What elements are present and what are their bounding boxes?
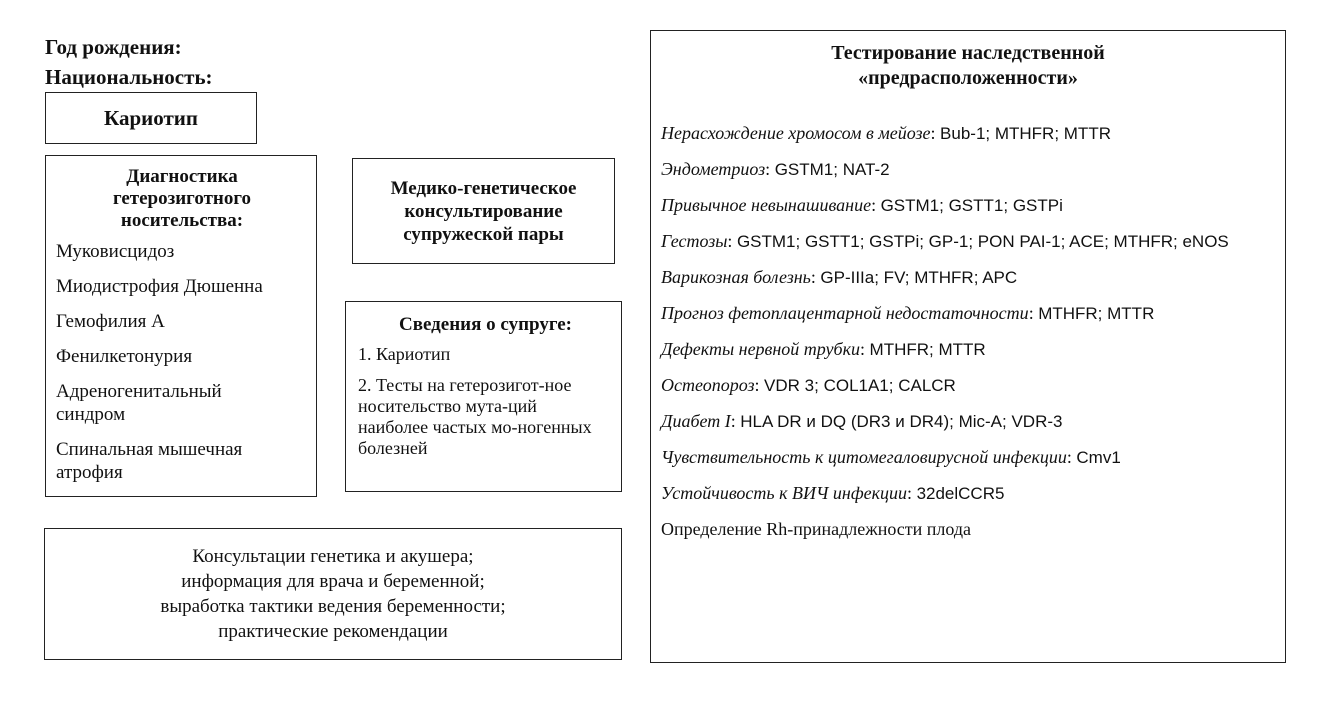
predisposition-item: Гестозы: GSTM1; GSTT1; GSTPi; GP-1; PON PAI-1; ACE; MTHFR; eNOS	[661, 231, 1229, 251]
predisposition-item: Устойчивость к ВИЧ инфекции: 32delCCR5	[661, 483, 1005, 503]
gene-markers: Bub-1; MTHFR; MTTR	[940, 124, 1111, 143]
gene-markers: 32delCCR5	[916, 484, 1005, 503]
diagnostics-title-line: носительства:	[120, 210, 244, 231]
condition-name: Привычное невынашивание	[661, 195, 872, 215]
predisposition-item: Варикозная болезнь: GP-IIIa; FV; MTHFR; APC	[661, 267, 1018, 287]
counseling-title-line: консультирование	[404, 200, 563, 222]
condition-name: Дефекты нервной трубки	[661, 339, 861, 359]
gene-markers: MTHFR; MTTR	[869, 340, 986, 359]
condition-name: Устойчивость к ВИЧ инфекции	[661, 483, 908, 503]
birth-year-label: Год рождения:	[45, 35, 182, 59]
gene-markers: GP-IIIa; FV; MTHFR; APC	[820, 268, 1018, 287]
counseling-title-line: супружеской пары	[403, 223, 564, 245]
disease-item: Муковисцидоз	[56, 241, 175, 262]
predisposition-item: Диабет I: HLA DR и DQ (DR3 и DR4); Mic-A; VDR-3	[661, 411, 1063, 431]
testing-title-line: Тестирование наследственной	[831, 42, 1105, 64]
recommendation-line: выработка тактики ведения беременности;	[160, 596, 506, 617]
predisposition-item: Прогноз фетоплацентарной недостаточности: MTHFR; MTTR	[661, 303, 1155, 323]
disease-item: Гемофилия А	[56, 311, 165, 332]
disease-item: Миодистрофия Дюшенна	[56, 276, 263, 297]
gene-markers: GSTM1; GSTT1; GSTPi; GP-1; PON PAI-1; ACE; MTHFR; eNOS	[736, 232, 1229, 251]
recommendation-line: Консультации генетика и акушера;	[192, 546, 474, 567]
disease-item: Фенилкетонурия	[56, 346, 193, 367]
patient-header	[45, 32, 213, 92]
nationality-label: Национальность:	[45, 65, 213, 89]
predisposition-item: Остеопороз: VDR 3; COL1A1; CALCR	[661, 375, 956, 395]
condition-name: Эндометриоз	[661, 159, 766, 179]
predisposition-item: Эндометриоз: GSTM1; NAT-2	[661, 159, 890, 179]
condition-name: Остеопороз	[661, 375, 755, 395]
diagnostics-title	[56, 166, 308, 232]
condition-name: Прогноз фетоплацентарной недостаточности	[661, 303, 1029, 323]
recommendations-box	[44, 528, 622, 660]
testing-title	[661, 41, 1275, 91]
gene-markers: HLA DR и DQ (DR3 и DR4); Mic-A; VDR-3	[740, 412, 1063, 431]
testing-title-line: «предрасположенности»	[858, 67, 1078, 89]
genetic-counseling-box	[352, 158, 615, 264]
predisposition-item: Нерасхождение хромосом в мейозе: Bub-1; MTHFR; MTTR	[661, 123, 1111, 143]
spouse-item: 1. Кариотип	[358, 344, 451, 364]
spouse-info-box	[345, 301, 622, 492]
disease-item: Адреногенитальный синдром	[56, 381, 222, 425]
testing-list	[661, 121, 1275, 506]
gene-markers: MTHFR; MTTR	[1038, 304, 1155, 323]
gene-markers: Cmv1	[1076, 448, 1121, 467]
counseling-title-line: Медико-генетическое	[390, 177, 577, 199]
gene-markers: VDR 3; COL1A1; CALCR	[764, 376, 956, 395]
spouse-title: Сведения о супруге:	[399, 314, 572, 335]
gene-markers: GSTM1; NAT-2	[774, 160, 890, 179]
heterozygous-diagnostics-box	[45, 155, 317, 497]
diagnostics-title-line: Диагностика	[126, 166, 238, 187]
condition-name: Чувствительность к цитомегаловирусной инфекции	[661, 447, 1067, 467]
predisposition-item: Дефекты нервной трубки: MTHFR; MTTR	[661, 339, 986, 359]
predisposition-item: Привычное невынашивание: GSTM1; GSTT1; GSTPi	[661, 195, 1063, 215]
gene-markers: GSTM1; GSTT1; GSTPi	[880, 196, 1063, 215]
predisposition-item: Чувствительность к цитомегаловирусной инфекции: Cmv1	[661, 447, 1121, 467]
condition-name: Гестозы	[661, 231, 728, 251]
diagnostics-title-line: гетерозиготного	[112, 188, 252, 209]
condition-name: Нерасхождение хромосом в мейозе	[661, 123, 931, 143]
karyotype-box	[45, 92, 257, 144]
condition-name: Диабет I	[661, 411, 731, 431]
condition-name: Варикозная болезнь	[661, 267, 811, 287]
spouse-item: 2. Тесты на гетерозигот-ное носительство мута-ций наиболее частых мо-ногенных болезней	[358, 375, 592, 458]
disease-item: Спинальная мышечная атрофия	[56, 439, 243, 483]
karyotype-label: Кариотип	[104, 105, 198, 130]
predisposition-testing-box	[650, 30, 1286, 663]
recommendation-line: практические рекомендации	[218, 621, 448, 642]
rh-determination-item: Определение Rh-принадлежности плода	[661, 519, 972, 539]
recommendation-line: информация для врача и беременной;	[181, 571, 485, 592]
